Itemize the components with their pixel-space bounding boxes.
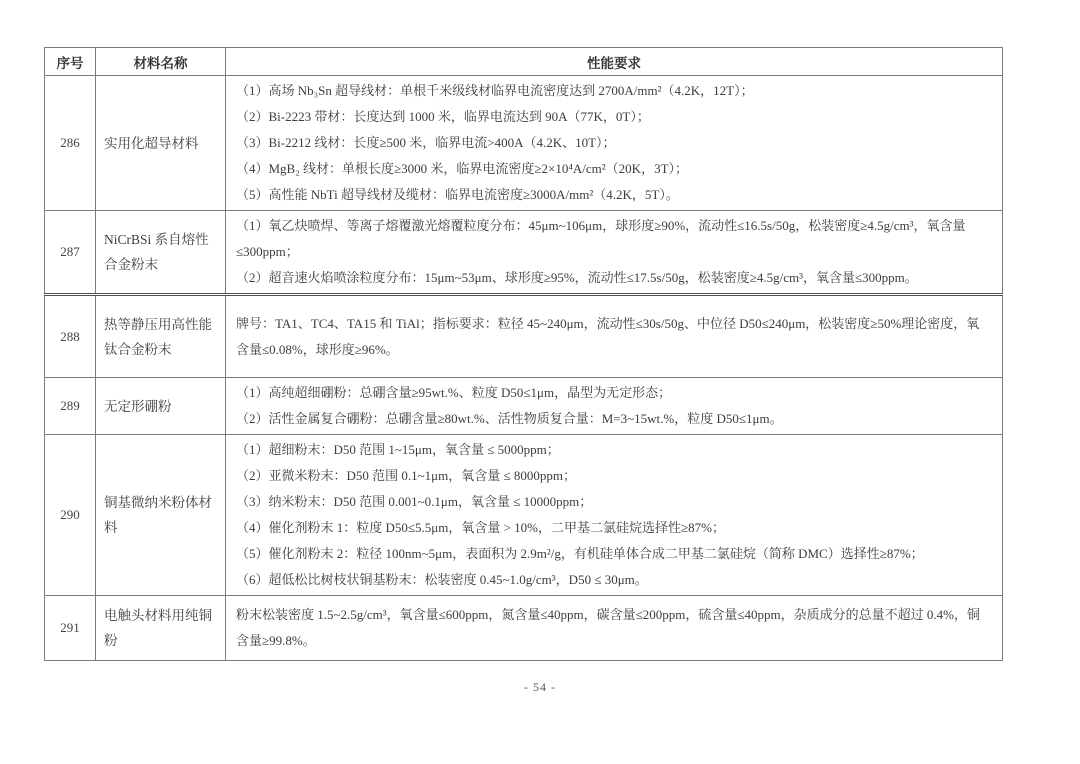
header-material-name: 材料名称	[96, 48, 226, 76]
requirement-line: （3）Bi-2212 线材：长度≥500 米，临界电流>400A（4.2K、10T）；	[236, 135, 616, 150]
requirement-line: 牌号：TA1、TC4、TA15 和 TiAl；指标要求：粒径 45~240μm，流动性≤30s/50g、中位径 D50≤240μm，松装密度≥50%理论密度，氧含量≤0.08%，球形度≥96%。	[236, 315, 980, 357]
material-spec-table	[44, 47, 1003, 661]
table-row	[45, 378, 1003, 435]
serial-cell: 288	[45, 295, 96, 378]
requirements-cell	[226, 435, 1003, 596]
requirements-cell	[226, 76, 1003, 211]
serial-cell: 290	[45, 435, 96, 596]
requirement-line: （1）超细粉末：D50 范围 1~15μm，氧含量 ≤ 5000ppm；	[236, 442, 560, 457]
table-row	[45, 211, 1003, 295]
header-requirements: 性能要求	[226, 48, 1003, 76]
requirements-cell	[226, 295, 1003, 378]
material-name-cell: 电触头材料用纯铜粉	[96, 596, 226, 661]
requirement-line: （5）催化剂粉末 2：粒径 100nm~5μm，表面积为 2.9m²/g，有机硅单体合成二甲基二氯硅烷（简称 DMC）选择性≥87%；	[236, 546, 924, 561]
requirement-line: （5）高性能 NbTi 超导线材及缆材：临界电流密度≥3000A/mm²（4.2K，5T）。	[236, 187, 679, 202]
table-row	[45, 76, 1003, 211]
material-name-cell: 无定形硼粉	[96, 378, 226, 435]
requirements-cell	[226, 378, 1003, 435]
requirements-cell	[226, 211, 1003, 295]
table-row	[45, 596, 1003, 661]
requirement-line: 粉末松装密度 1.5~2.5g/cm³，氧含量≤600ppm，氮含量≤40ppm，碳含量≤200ppm，硫含量≤40ppm，杂质成分的总量不超过 0.4%，铜含量≥99.8%。	[236, 607, 980, 648]
serial-cell: 286	[45, 76, 96, 211]
requirements-cell	[226, 596, 1003, 661]
requirement-line: （1）氧乙炔喷焊、等离子熔覆激光熔覆粒度分布：45μm~106μm，球形度≥90%，流动性≤16.5s/50g，松装密度≥4.5g/cm³，氧含量≤300ppm；	[236, 218, 966, 259]
requirement-line: （3）纳米粉末：D50 范围 0.001~0.1μm，氧含量 ≤ 10000ppm；	[236, 494, 593, 509]
material-name-cell: 热等静压用高性能钛合金粉末	[96, 295, 226, 378]
requirement-line: （1）高场 Nb₃Sn 超导线材：单根千米级线材临界电流密度达到 2700A/mm²（4.2K，12T）；	[236, 83, 754, 98]
table-body	[45, 76, 1003, 661]
requirement-line: （1）高纯超细硼粉：总硼含量≥95wt.%、粒度 D50≤1μm，晶型为无定形态；	[236, 385, 672, 400]
table-row	[45, 295, 1003, 378]
header-serial: 序号	[45, 48, 96, 76]
requirement-line: （6）超低松比树枝状铜基粉末：松装密度 0.45~1.0g/cm³，D50 ≤ 30μm。	[236, 572, 648, 587]
requirement-line: （2）超音速火焰喷涂粒度分布：15μm~53μm、球形度≥95%，流动性≤17.5s/50g，松装密度≥4.5g/cm³，氧含量≤300ppm。	[236, 270, 918, 285]
serial-cell: 289	[45, 378, 96, 435]
material-name-cell: 实用化超导材料	[96, 76, 226, 211]
requirement-line: （2）活性金属复合硼粉：总硼含量≥80wt.%、活性物质复合量：M=3~15wt.%，粒度 D50≤1μm。	[236, 411, 783, 426]
material-name-cell: NiCrBSi 系自熔性合金粉末	[96, 211, 226, 295]
serial-cell: 287	[45, 211, 96, 295]
requirement-line: （2）亚微米粉末：D50 范围 0.1~1μm，氧含量 ≤ 8000ppm；	[236, 468, 576, 483]
material-name-cell: 铜基微纳米粉体材料	[96, 435, 226, 596]
serial-cell: 291	[45, 596, 96, 661]
requirement-line: （4）MgB₂ 线材：单根长度≥3000 米，临界电流密度≥2×10⁴A/cm²（20K，3T）；	[236, 161, 689, 176]
requirement-line: （2）Bi-2223 带材：长度达到 1000 米，临界电流达到 90A（77K，0T）；	[236, 109, 650, 124]
header-row	[45, 48, 1003, 76]
page-number: - 54 -	[524, 680, 556, 694]
requirement-line: （4）催化剂粉末 1：粒度 D50≤5.5μm，氧含量 > 10%，二甲基二氯硅烷选择性≥87%；	[236, 520, 725, 535]
table-row	[45, 435, 1003, 596]
